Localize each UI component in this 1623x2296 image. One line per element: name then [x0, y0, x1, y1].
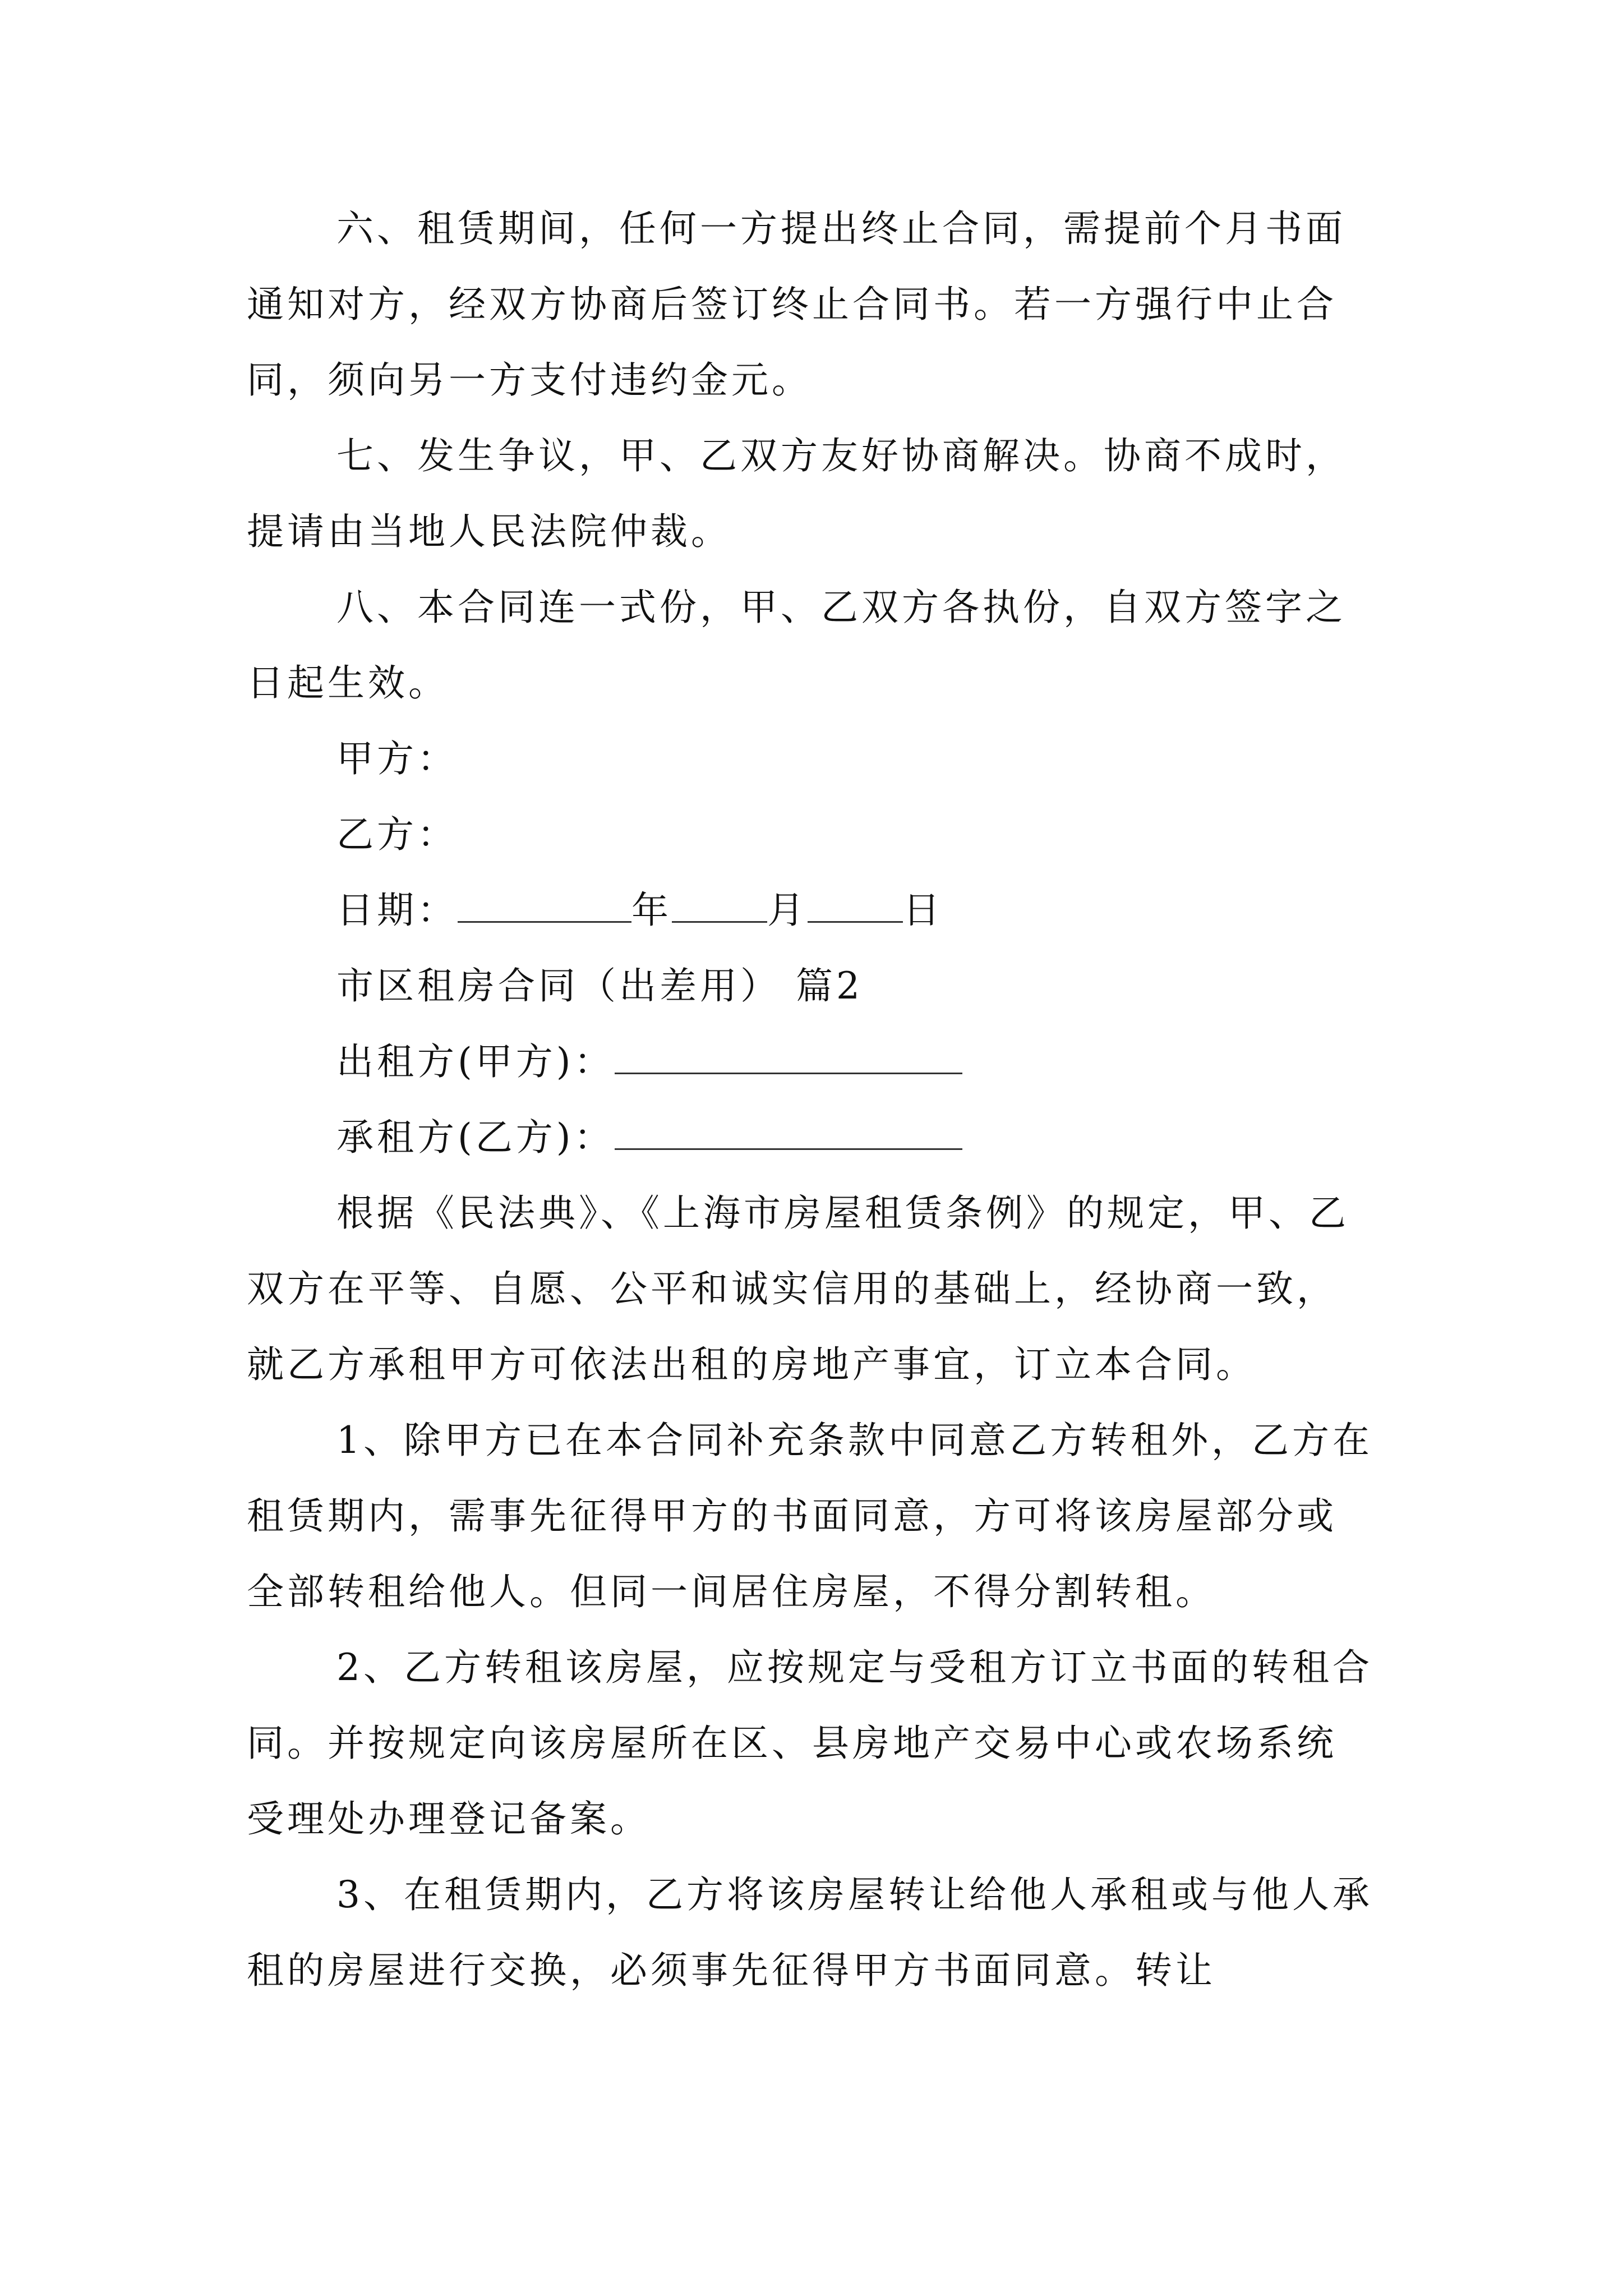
lessor-label: 出租方(甲方)：: [336, 1040, 615, 1083]
date-line: [247, 872, 1374, 948]
preamble: 根据《民法典》、《上海市房屋租赁条例》的规定，甲、乙双方在平等、自愿、公平和诚实信用的基础上，经协商一致，就乙方承租甲方可依法出租的房地产事宜，订立本合同。: [247, 1191, 1349, 1386]
clause-7: 七、发生争议，甲、乙双方友好协商解决。协商不成时，提请由当地人民法院仲裁。: [247, 434, 1346, 553]
month-label: 月: [767, 889, 808, 932]
lessee-line: [247, 1099, 1374, 1175]
year-label: 年: [631, 889, 672, 932]
year-blank: [458, 887, 631, 923]
date-label: 日期：: [336, 889, 458, 932]
day-blank: [808, 887, 903, 923]
party-a-signature: [247, 721, 1374, 797]
clause-3: 3、在租赁期内，乙方将该房屋转让给他人承租或与他人承租的房屋进行交换，必须事先征得甲方书面同意。转让: [247, 1873, 1373, 1992]
clause-1: 1、除甲方已在本合同补充条款中同意乙方转租外，乙方在租赁期内，需事先征得甲方的书面同意，方可将该房屋部分或全部转租给他人。但同一间居住房屋，不得分割转租。: [247, 1419, 1373, 1613]
lessee-blank: [615, 1115, 962, 1150]
clause-6: 六、租赁期间，任何一方提出终止合同，需提前个月书面通知对方，经双方协商后签订终止合同书。若一方强行中止合同，须向另一方支付违约金元。: [247, 207, 1346, 402]
day-label: 日: [903, 889, 943, 932]
clause-2: 2、乙方转租该房屋，应按规定与受租方订立书面的转租合同。并按规定向该房屋所在区、县房地产交易中心或农场系统受理处办理登记备案。: [247, 1646, 1373, 1841]
document-body: [247, 191, 1374, 2008]
section-title: 市区租房合同（出差用） 篇2: [336, 964, 863, 1007]
clause-8: 八、本合同连一式份，甲、乙双方各执份，自双方签字之日起生效。: [247, 586, 1346, 705]
lessee-label: 承租方(乙方)：: [336, 1116, 615, 1159]
party-b-label: 乙方：: [336, 813, 458, 856]
lessor-line: [247, 1024, 1374, 1099]
month-blank: [672, 887, 767, 923]
party-a-label: 甲方：: [336, 737, 458, 780]
party-b-signature: [247, 797, 1374, 872]
lessor-blank: [615, 1039, 962, 1074]
